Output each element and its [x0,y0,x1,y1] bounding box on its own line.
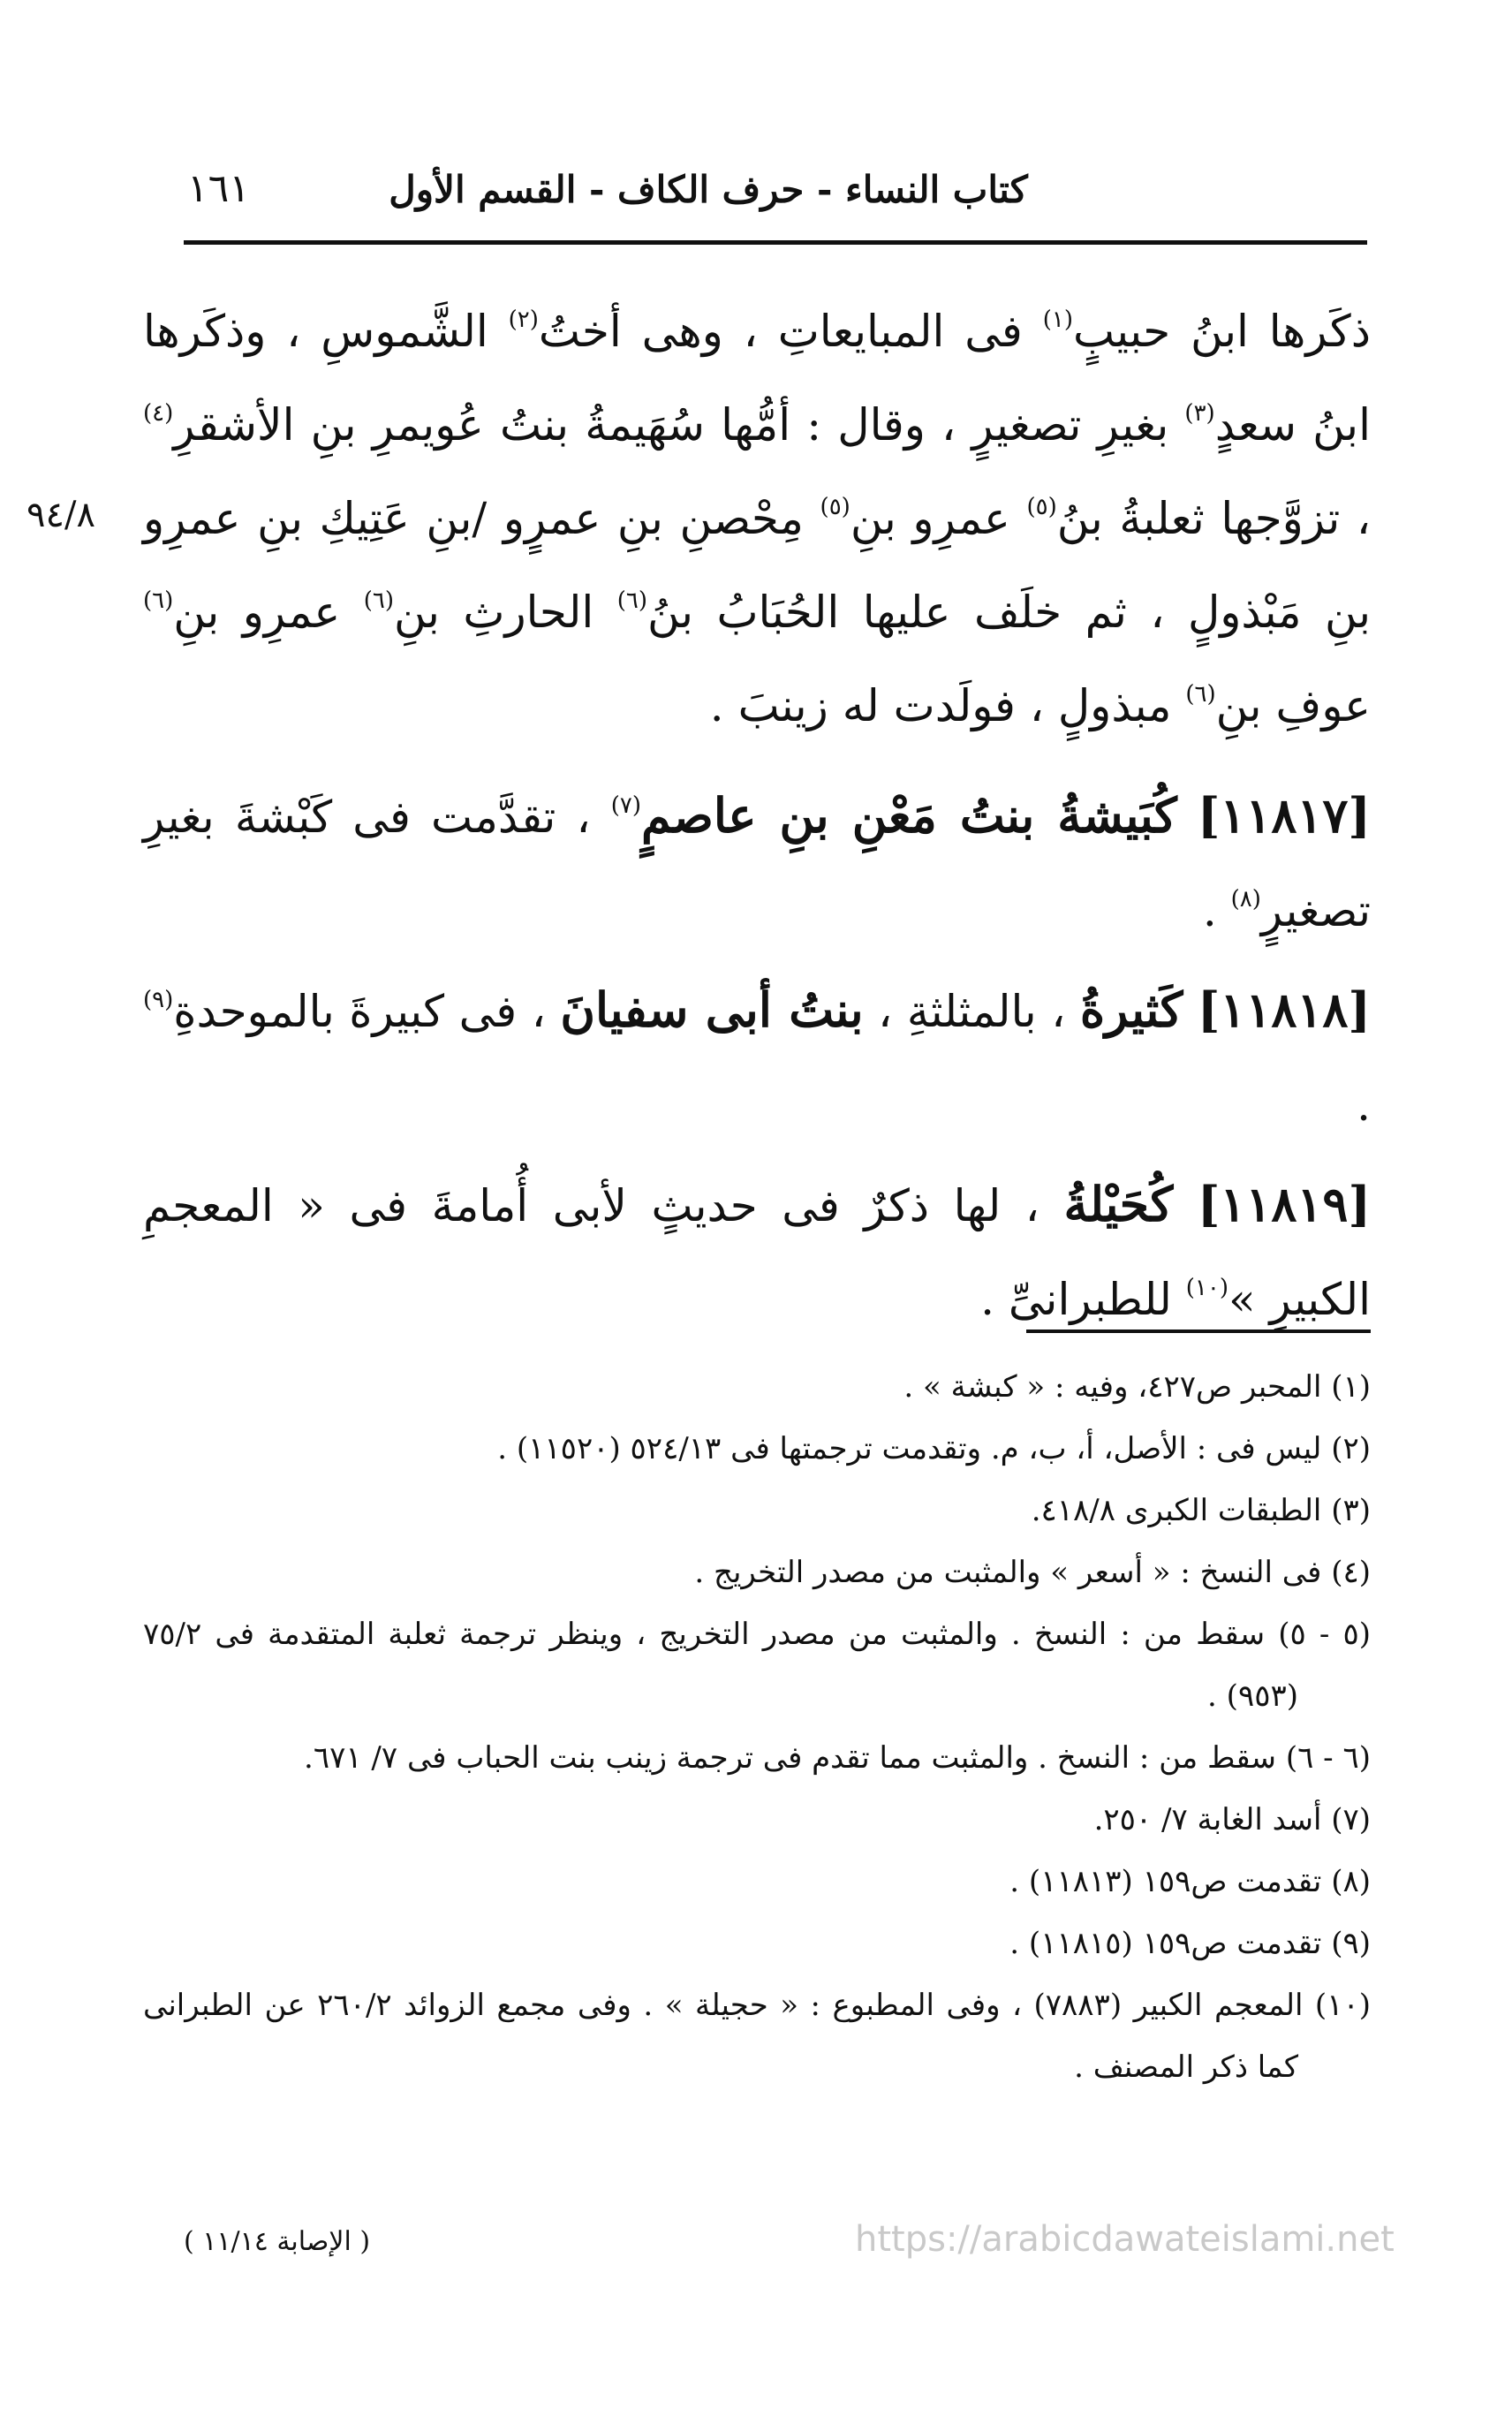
running-header-title: كتاب النساء - حرف الكاف - القسم الأول [389,168,1028,211]
footnote-ref: (٥) [1026,494,1057,520]
footnote-ref: (٤) [143,400,174,427]
text-run: ذكَرها ابنُ حبيبٍ [1072,306,1371,357]
footnote-ref: (١) [1042,307,1073,333]
footnote-rule [1026,1329,1371,1333]
footnotes [143,1356,1371,2098]
text-run: عمرِو بنِ [173,587,364,638]
footnote-ref: (٦) [143,587,174,614]
entry-number: [١١٨١٧] [1197,787,1371,844]
text-run: مِحْصنِ بنِ عمرٍو /بنِ عَتِيكِ بنِ عمرِو بنِ مَبْذولٍ ، ثم خلَف عليها الحُبَابُ بنُ [143,493,1371,638]
footnote-ref: (٨) [1230,886,1261,913]
entry-name: كُبَيشةُ بنتُ مَعْنِ بنِ عاصمٍ [641,787,1177,844]
text-run: بغيرِ تصغيرٍ ، وقال : أمُّها سُهَيمةُ بنتُ عُويمرِ بنِ الأشقرِ [173,399,1185,451]
entry-text: . [1202,885,1231,936]
text-run: عوفِ بنِ [1215,680,1371,731]
footnote-4: (٤) فى النسخ : « أسعر » والمثبت من مصدر التخريج . [694,1555,1371,1590]
entry-text: ، بالمثلثةِ ، [863,986,1080,1037]
entry-number: [١١٨١٨] [1197,981,1371,1038]
footnote-3: (٣) الطبقات الكبرى ٤١٨/٨. [1031,1493,1371,1528]
entry-name: كَثيرةُ [1079,981,1183,1038]
footnote-5: (٥ - ٥) سقط من : النسخ . والمثبت من مصدر التخريج ، وينظر ترجمة ثعلبة المتقدمة فى ٧٥/٢ (٩٥٣) . [143,1617,1371,1714]
footnote-8: (٨) تقدمت ص١٥٩ (١١٨١٣) . [1009,1864,1371,1899]
watermark-url: https://arabicdawateislami.net [855,2219,1395,2260]
text-run: مبذولٍ ، فولَدت له زينبَ . [709,680,1186,731]
footnote-6: (٦ - ٦) سقط من : النسخ . والمثبت مما تقدم فى ترجمة زينب بنت الحباب فى ٧/ ٦٧١. [304,1740,1371,1776]
footnote-7: (٧) أسد الغابة ٧/ ٢٥٠. [1093,1802,1371,1837]
footnote-ref: (٣) [1184,400,1215,427]
entry-text: . [1357,1080,1371,1131]
footnote-ref: (١٠) [1185,1275,1228,1301]
intro-paragraph [143,284,1371,753]
footnote-ref: (٧) [610,792,642,819]
footnote-ref: (٩) [143,987,174,1013]
text-run: ، تزوَّجها ثعلبةُ بنُ [1056,493,1371,544]
footnote-ref: (٦) [363,587,394,614]
footnote-ref: (٢) [508,307,539,333]
text-run: فى المبايعاتِ ، وهى أختُ [538,306,1043,357]
footnote-ref: (٥) [820,494,850,520]
entry-11819 [143,1157,1371,1346]
footnote-2: (٢) ليس فى : الأصل، أ، ب، م. وتقدمت ترجمتها فى ٥٢٤/١٣ (١١٥٢٠) . [497,1431,1371,1466]
entry-lineage: بنتُ أبى سفيانَ [560,981,864,1038]
entry-number: [١١٨١٩] [1197,1176,1371,1232]
footnote-ref: (٦) [1185,681,1216,708]
entry-11818 [143,963,1371,1152]
source-note: ( الإصابة ١١/١٤ ) [184,2226,371,2257]
header-rule [184,240,1367,245]
text-run: الحارثِ بنِ [393,587,617,638]
entry-text: ، فى كبيرةَ بالموحدةِ [173,986,561,1037]
footnote-ref: (٦) [616,587,648,614]
footnote-9: (٩) تقدمت ص١٥٩ (١١٨١٥) . [1009,1926,1371,1961]
entry-11817 [143,769,1371,958]
footnote-1: (١) المحبر ص٤٢٧، وفيه : « كبشة » . [903,1369,1371,1405]
entry-name: كُحَيْلةُ [1063,1176,1174,1232]
text-run: الشَّموسِ ، وذكَرها ابنُ سعدٍ [143,306,1371,451]
entry-text: للطبرانىِّ . [980,1274,1186,1325]
margin-reference: ٩٤/٨ [26,495,95,535]
main-text [143,284,1371,1352]
entry-text: ، لها ذكرٌ فى حديثٍ لأبى أُمامةَ فى « المعجمِ الكبيرِ » [143,1180,1371,1325]
page-number: ١٦١ [187,166,250,211]
text-run: عمرِو بنِ [850,493,1027,544]
entry-text: ، تقدَّمت فى كَبْشةَ بغيرِ تصغيرٍ [143,792,1371,936]
footnote-10: (١٠) المعجم الكبير (٧٨٨٣) ، وفى المطبوع : « حجيلة » . وفى مجمع الزوائد ٢٦٠/٢ عن الطبرانى كما ذكر المصنف . [143,1988,1371,2085]
